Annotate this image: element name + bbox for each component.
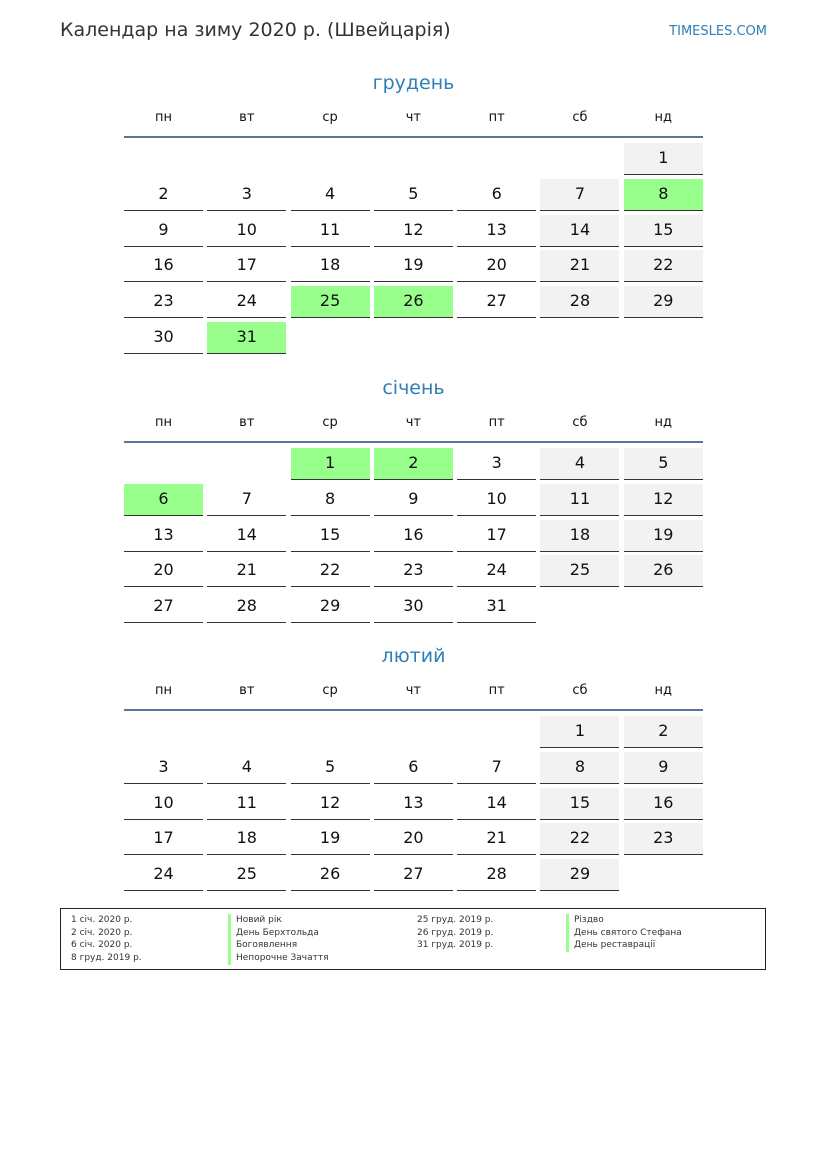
day-cell: 15 [540, 788, 619, 820]
day-cell: 7 [457, 752, 536, 784]
legend-date: 26 груд. 2019 р. [417, 927, 494, 938]
month-february [124, 641, 703, 891]
day-cell: 25 [207, 859, 286, 891]
day-cell: 19 [291, 823, 370, 855]
day-cell: 9 [624, 752, 703, 784]
weekday-label: вт [239, 110, 255, 125]
day-cell: 24 [207, 286, 286, 318]
day-cell: 28 [457, 859, 536, 891]
header-divider [124, 441, 703, 443]
day-cell: 2 [124, 179, 203, 211]
day-cell: 27 [457, 286, 536, 318]
day-cell: 29 [291, 591, 370, 623]
weekday-label: пт [488, 415, 505, 430]
day-cell: 18 [291, 250, 370, 282]
legend-date: 6 січ. 2020 р. [71, 940, 133, 951]
legend-date: 25 груд. 2019 р. [417, 915, 494, 925]
holiday-day-cell: 26 [374, 286, 453, 318]
month-title: лютий [381, 645, 446, 667]
legend-names-right [566, 914, 682, 952]
legend-dates-left [71, 914, 142, 965]
holiday-day-cell: 31 [207, 322, 286, 354]
weekday-label: нд [654, 683, 673, 698]
weekday-label: пт [488, 110, 505, 125]
weekday-label: ср [322, 110, 338, 125]
day-cell: 11 [291, 215, 370, 247]
month-title: січень [382, 377, 445, 399]
day-cell: 3 [457, 448, 536, 480]
day-cell: 4 [540, 448, 619, 480]
day-cell: 19 [624, 520, 703, 552]
weekday-label: чт [405, 110, 422, 125]
empty-cell [291, 716, 370, 748]
weekday-label: вт [239, 415, 255, 430]
day-cell: 26 [291, 859, 370, 891]
day-cell: 28 [540, 286, 619, 318]
day-cell: 20 [457, 250, 536, 282]
month-december [124, 68, 703, 354]
day-cell: 30 [124, 322, 203, 354]
legend-holiday: День святого Стефана [566, 927, 682, 940]
day-cell: 13 [457, 215, 536, 247]
day-cell: 6 [457, 179, 536, 211]
day-cell: 24 [457, 555, 536, 587]
legend-holiday: Богоявлення [228, 939, 329, 952]
day-cell: 1 [624, 143, 703, 175]
empty-cell [457, 143, 536, 175]
day-grid [124, 143, 703, 354]
empty-cell [124, 143, 203, 175]
day-grid [124, 448, 703, 623]
weekday-label: чт [405, 415, 422, 430]
weekday-header [124, 411, 703, 435]
day-cell: 26 [624, 555, 703, 587]
day-cell: 15 [291, 520, 370, 552]
weekday-label: вт [239, 683, 255, 698]
day-cell: 11 [540, 484, 619, 516]
legend-date: 31 груд. 2019 р. [417, 940, 494, 951]
day-cell: 18 [540, 520, 619, 552]
day-cell: 5 [291, 752, 370, 784]
day-cell: 16 [624, 788, 703, 820]
weekday-label: сб [572, 110, 588, 125]
day-cell: 3 [207, 179, 286, 211]
month-january [124, 373, 703, 623]
day-cell: 9 [124, 215, 203, 247]
day-cell: 4 [291, 179, 370, 211]
day-cell: 7 [207, 484, 286, 516]
day-cell: 10 [457, 484, 536, 516]
holiday-day-cell: 2 [374, 448, 453, 480]
day-cell: 23 [124, 286, 203, 318]
weekday-label: нд [654, 415, 673, 430]
day-cell: 12 [291, 788, 370, 820]
day-cell: 14 [207, 520, 286, 552]
empty-cell [374, 716, 453, 748]
day-cell: 8 [291, 484, 370, 516]
day-cell: 21 [207, 555, 286, 587]
day-cell: 10 [207, 215, 286, 247]
header-divider [124, 709, 703, 711]
holiday-day-cell: 25 [291, 286, 370, 318]
empty-cell [207, 448, 286, 480]
day-cell: 9 [374, 484, 453, 516]
day-cell: 28 [207, 591, 286, 623]
weekday-label: ср [322, 683, 338, 698]
empty-cell [124, 448, 203, 480]
empty-cell [207, 143, 286, 175]
weekday-label: сб [572, 683, 588, 698]
day-cell: 11 [207, 788, 286, 820]
legend-holiday: Різдво [566, 914, 682, 927]
header-divider [124, 136, 703, 138]
day-cell: 5 [374, 179, 453, 211]
day-cell: 14 [540, 215, 619, 247]
month-title: грудень [372, 72, 455, 94]
day-cell: 12 [374, 215, 453, 247]
weekday-label: нд [654, 110, 673, 125]
legend-date: 2 січ. 2020 р. [71, 927, 133, 938]
weekday-label: чт [405, 683, 422, 698]
day-cell: 21 [457, 823, 536, 855]
weekday-header [124, 106, 703, 130]
empty-cell [291, 143, 370, 175]
weekday-label: ср [322, 415, 338, 430]
site-link[interactable]: TIMESLES.COM [669, 24, 767, 39]
day-cell: 27 [374, 859, 453, 891]
holiday-day-cell: 1 [291, 448, 370, 480]
weekday-label: пт [488, 683, 505, 698]
legend-date: 1 січ. 2020 р. [71, 915, 133, 925]
day-cell: 5 [624, 448, 703, 480]
empty-cell [374, 143, 453, 175]
day-cell: 29 [624, 286, 703, 318]
day-cell: 23 [374, 555, 453, 587]
day-cell: 22 [291, 555, 370, 587]
weekday-label: сб [572, 415, 588, 430]
day-grid [124, 716, 703, 891]
weekday-label: пн [155, 110, 172, 125]
day-cell: 1 [540, 716, 619, 748]
day-cell: 31 [457, 591, 536, 623]
day-cell: 23 [624, 823, 703, 855]
day-cell: 6 [374, 752, 453, 784]
day-cell: 29 [540, 859, 619, 891]
empty-cell [124, 716, 203, 748]
day-cell: 16 [124, 250, 203, 282]
day-cell: 4 [207, 752, 286, 784]
legend-holiday: Непорочне Зачаття [228, 952, 329, 965]
day-cell: 22 [624, 250, 703, 282]
weekday-header [124, 679, 703, 703]
page-title: Календар на зиму 2020 р. (Швейцарія) [60, 19, 451, 41]
legend-dates-right [417, 914, 493, 952]
day-cell: 25 [540, 555, 619, 587]
holiday-legend [60, 908, 766, 970]
empty-cell [207, 716, 286, 748]
day-cell: 16 [374, 520, 453, 552]
day-cell: 19 [374, 250, 453, 282]
empty-cell [540, 143, 619, 175]
day-cell: 8 [540, 752, 619, 784]
day-cell: 22 [540, 823, 619, 855]
day-cell: 13 [124, 520, 203, 552]
weekday-label: пн [155, 415, 172, 430]
day-cell: 18 [207, 823, 286, 855]
day-cell: 13 [374, 788, 453, 820]
day-cell: 3 [124, 752, 203, 784]
legend-date: 8 груд. 2019 р. [71, 953, 142, 964]
holiday-day-cell: 6 [124, 484, 203, 516]
day-cell: 15 [624, 215, 703, 247]
legend-holiday: День Берхтольда [228, 927, 329, 940]
empty-cell [457, 716, 536, 748]
day-cell: 14 [457, 788, 536, 820]
day-cell: 17 [207, 250, 286, 282]
legend-holiday: Новий рік [228, 914, 329, 927]
day-cell: 20 [374, 823, 453, 855]
holiday-day-cell: 8 [624, 179, 703, 211]
day-cell: 17 [457, 520, 536, 552]
day-cell: 24 [124, 859, 203, 891]
day-cell: 2 [624, 716, 703, 748]
weekday-label: пн [155, 683, 172, 698]
day-cell: 20 [124, 555, 203, 587]
day-cell: 21 [540, 250, 619, 282]
day-cell: 12 [624, 484, 703, 516]
day-cell: 30 [374, 591, 453, 623]
day-cell: 27 [124, 591, 203, 623]
legend-names-left [228, 914, 329, 965]
day-cell: 10 [124, 788, 203, 820]
day-cell: 7 [540, 179, 619, 211]
day-cell: 17 [124, 823, 203, 855]
legend-holiday: День реставрації [566, 939, 682, 952]
